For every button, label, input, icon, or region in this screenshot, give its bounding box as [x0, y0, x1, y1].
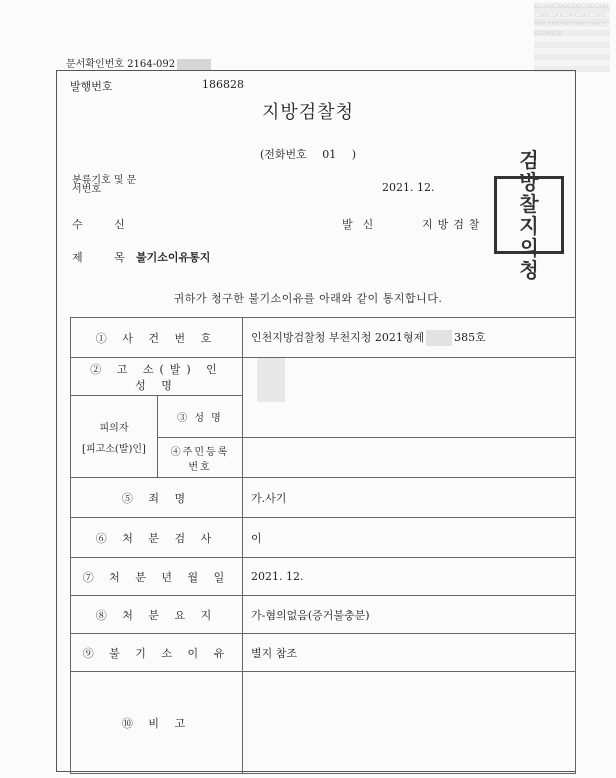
- complainant-label: ② 고 소(발) 인 성 명: [71, 358, 243, 396]
- reason-value: 별지 참조: [243, 634, 576, 672]
- reason-label: ⑨ 불 기 소 이 유: [71, 634, 243, 672]
- watermark-stamp: KICSKICSKICSKICSKICSKICSKICSKICSKICSKICSKICSKICSKICSKICSKICSKICSKICSKICS: [534, 2, 610, 72]
- disposal-summary-value: 가-혐의없음(증거불충분): [243, 596, 576, 634]
- seal-char: 의: [519, 236, 539, 260]
- issue-number: 186828: [202, 78, 244, 91]
- issue-label: 발행번호: [70, 80, 113, 93]
- suspect-name-label: ③ 성 명: [158, 396, 243, 438]
- classification-label: 분류기호 및 문서번호: [72, 175, 137, 195]
- doc-check-value: 2164-092: [127, 59, 176, 70]
- remarks-value: [243, 672, 576, 774]
- suspect-id-label: ④주민등록번호: [158, 438, 243, 478]
- notice-form-table: [70, 317, 576, 774]
- disposal-date-value: 2021. 12.: [243, 558, 576, 596]
- sender-label: 발신: [342, 218, 384, 231]
- subject-label: 제 목: [72, 251, 139, 264]
- seal-char: 방: [519, 170, 539, 194]
- charge-value: 가.사기: [243, 478, 576, 518]
- doc-check-label: 문서확인번호: [66, 59, 124, 70]
- seal-char: 지: [519, 214, 539, 238]
- table-row: [71, 478, 576, 518]
- document-date: 2021. 12.: [382, 181, 435, 194]
- prosecutor-value: 이: [243, 518, 576, 558]
- table-row: [71, 672, 576, 774]
- seal-char: 청: [519, 258, 539, 282]
- table-row: [71, 318, 576, 358]
- phone-close: ): [351, 148, 357, 161]
- table-row: [71, 558, 576, 596]
- subject-value: 불기소이유통지: [136, 251, 211, 264]
- notice-text: 귀하가 청구한 불기소이유를 아래와 같이 통지합니다.: [173, 292, 443, 305]
- suspect-group-label: [71, 396, 158, 478]
- org-title: 지방검찰청: [262, 102, 354, 123]
- case-number-suffix: 385호: [454, 331, 486, 344]
- case-number-value: [243, 318, 576, 358]
- suspect-id-value: [243, 438, 576, 478]
- phone-number: 01: [322, 148, 337, 161]
- disposal-summary-label: ⑧ 처 분 요 지: [71, 596, 243, 634]
- charge-label: ⑤ 죄 명: [71, 478, 243, 518]
- seal-char: 찰: [519, 192, 539, 216]
- table-row: [71, 358, 576, 396]
- case-number-prefix: 인천지방검찰청 부천지청 2021형제: [251, 331, 425, 344]
- complainant-value: [243, 358, 576, 438]
- official-seal: [494, 148, 564, 282]
- case-number-label: ① 사 건 번 호: [71, 318, 243, 358]
- sender-name: 지방검찰: [422, 218, 485, 231]
- table-row: [71, 518, 576, 558]
- redacted-block: [177, 59, 211, 71]
- suspect-label: 피의자: [99, 422, 129, 434]
- prosecutor-label: ⑥ 처 분 검 사: [71, 518, 243, 558]
- suspect-complainee-label: [피고소(발)인]: [82, 443, 146, 455]
- redacted-block: [257, 358, 285, 402]
- disposal-date-label: ⑦ 처 분 년 월 일: [71, 558, 243, 596]
- recipient-label: 수 신: [72, 218, 139, 231]
- table-row: [71, 634, 576, 672]
- redacted-block: [426, 330, 452, 346]
- remarks-label: ⑩ 비 고: [71, 672, 243, 774]
- seal-char: 검: [519, 148, 539, 172]
- phone-label: (전화번호: [259, 148, 307, 161]
- table-row: [71, 596, 576, 634]
- document-check-number: [66, 55, 211, 71]
